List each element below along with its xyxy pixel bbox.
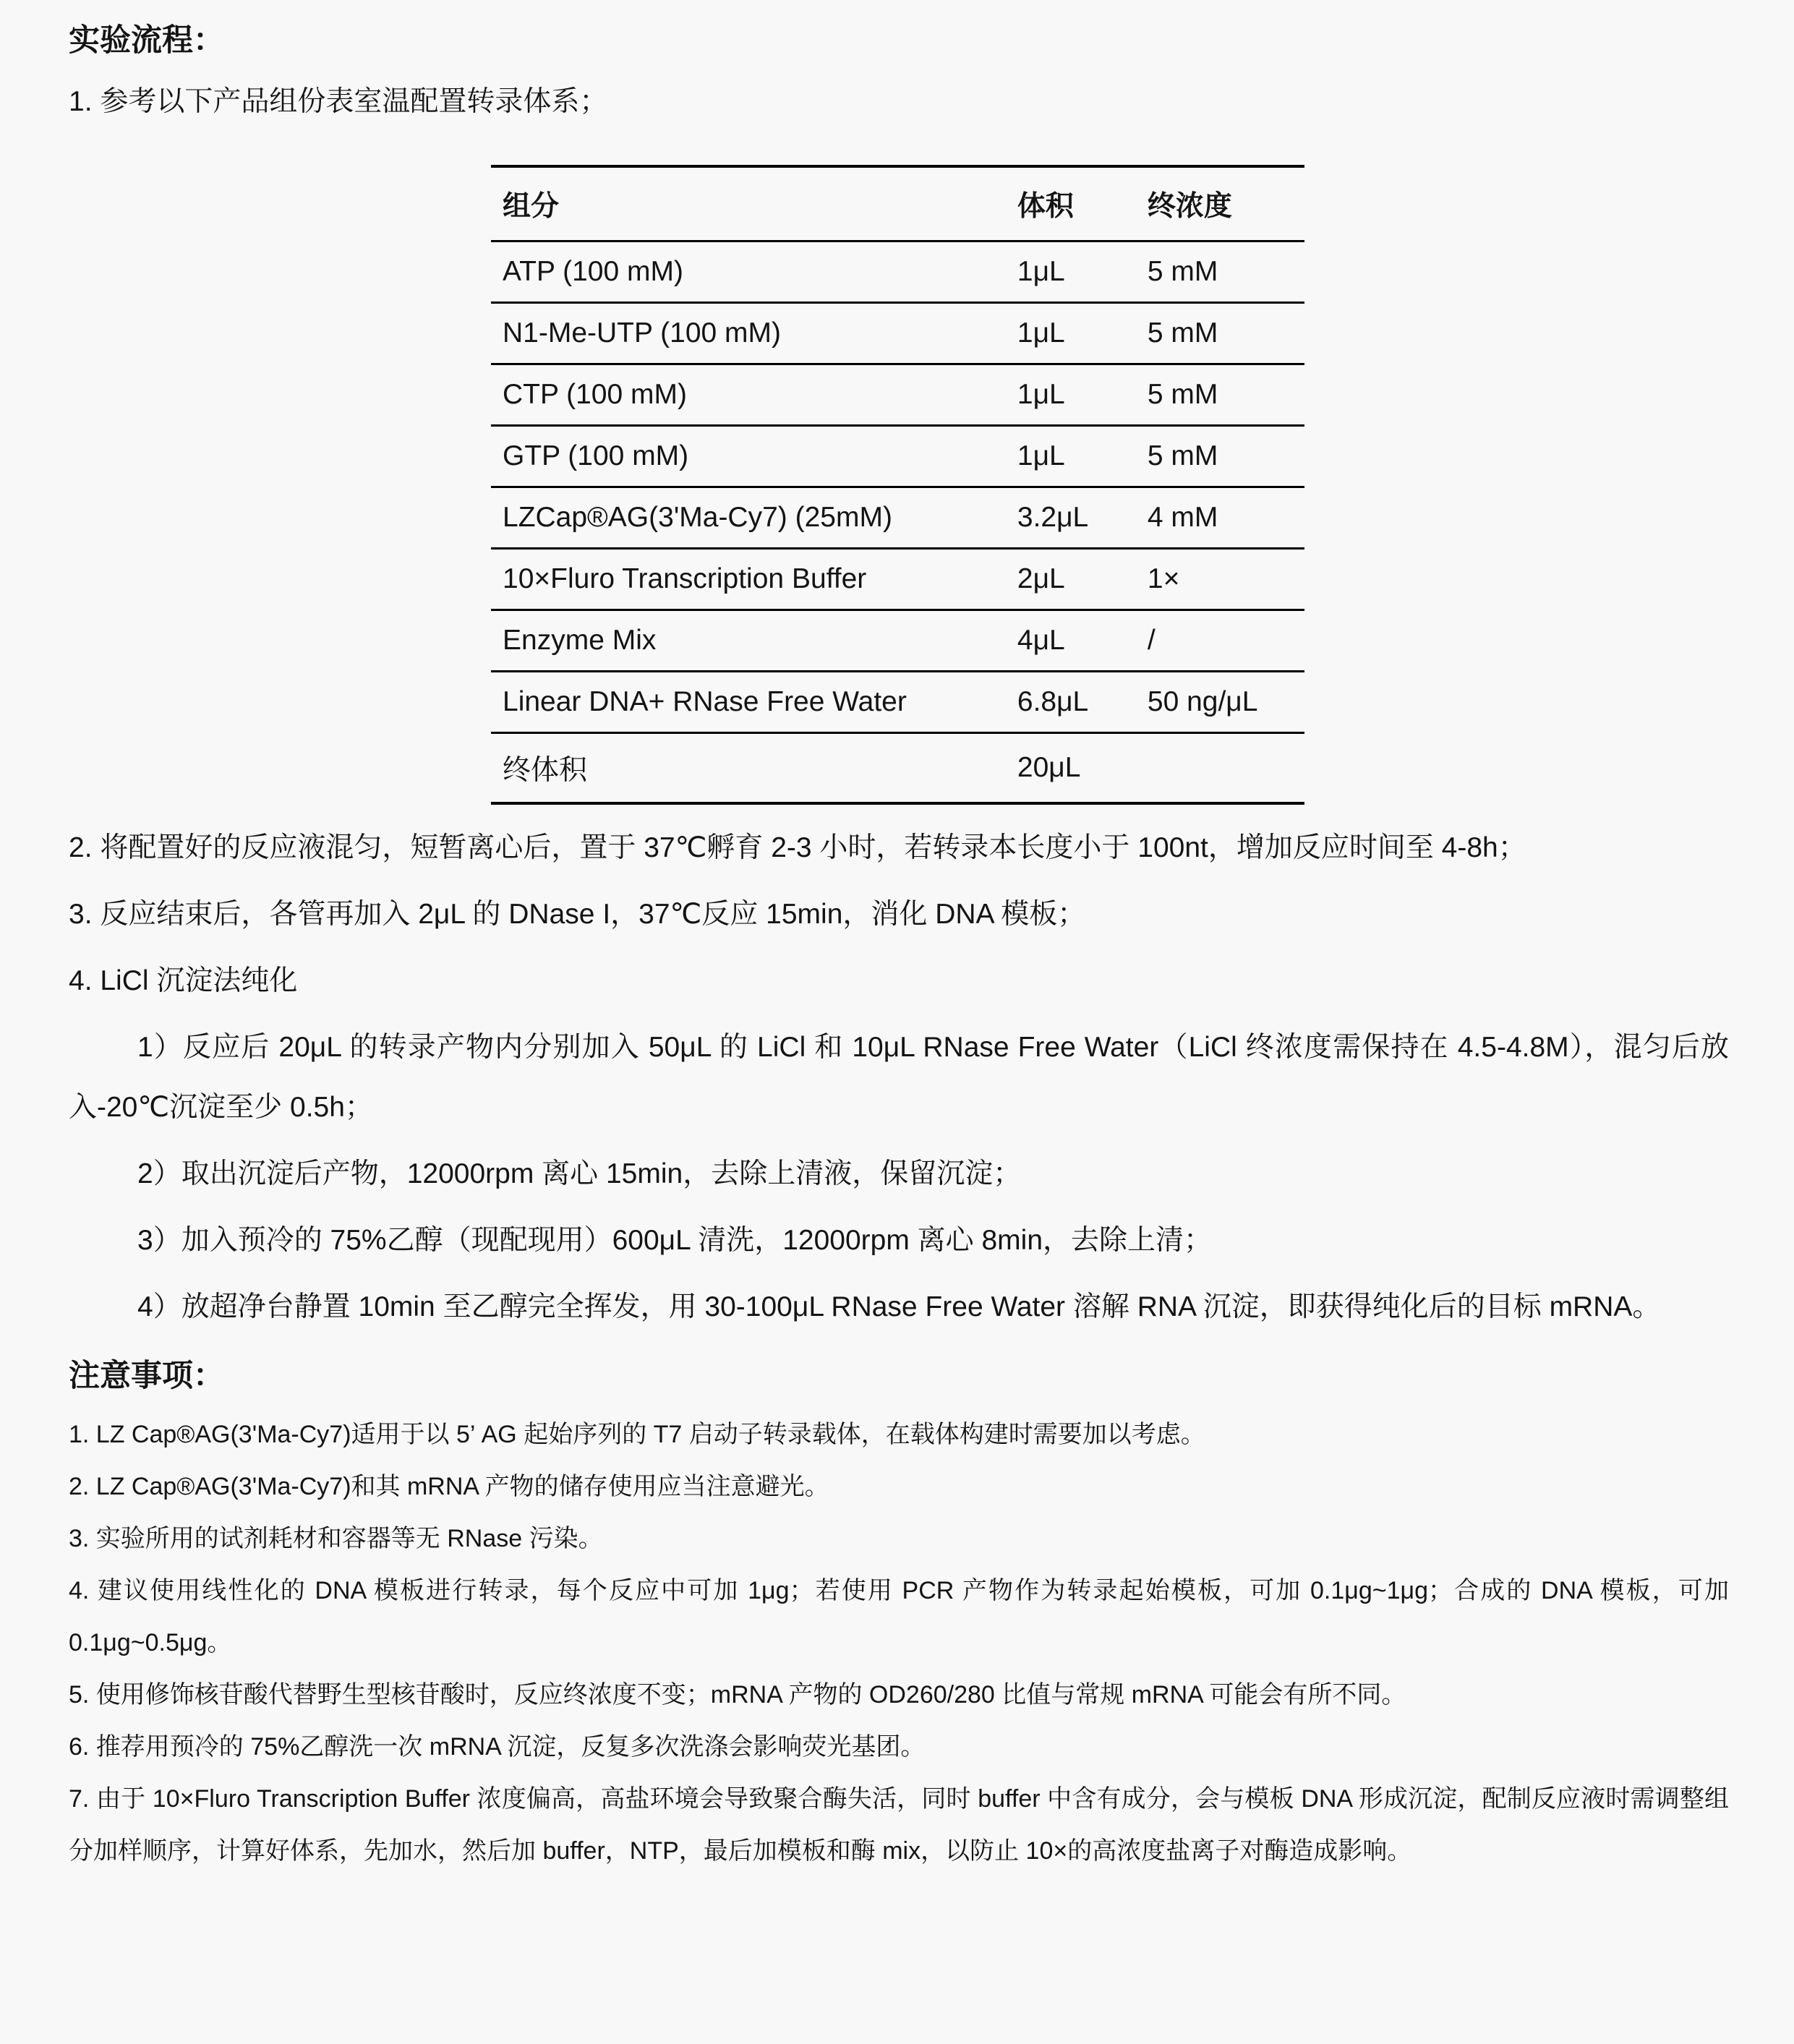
licl-substep-2: 2）取出沉淀后产物，12000rpm 离心 15min，去除上清液，保留沉淀； [137, 1158, 1022, 1189]
table-row [491, 610, 1304, 672]
table-row [491, 426, 1304, 487]
volume-cell: 1μL [1017, 426, 1148, 487]
concentration-cell [1148, 733, 1304, 804]
table-row [491, 303, 1304, 364]
component-cell: ATP (100 mM) [503, 256, 683, 287]
procedure-step-2: 2. 将配置好的反应液混匀，短暂离心后，置于 37℃孵育 2-3 小时，若转录本长度小于 100nt，增加反应时间至 4-8h； [69, 832, 1526, 863]
volume-cell: 2μL [1017, 549, 1148, 610]
col-header-component: 组分 [491, 166, 1017, 241]
table-row [491, 241, 1304, 303]
volume-cell: 20μL [1017, 733, 1148, 804]
concentration-cell: 4 mM [1148, 487, 1304, 549]
concentration-cell: 5 mM [1148, 303, 1304, 364]
component-cell: N1-Me-UTP (100 mM) [491, 303, 1017, 364]
component-cell: CTP (100 mM) [491, 364, 1017, 426]
notes-heading: 注意事项： [69, 1359, 224, 1393]
transcription-components-table [491, 165, 1304, 805]
note-5: 5. 使用修饰核苷酸代替野生型核苷酸时，反应终浓度不变；mRNA 产物的 OD260/280 比值与常规 mRNA 可能会有所不同。 [69, 1681, 1406, 1709]
volume-cell: 3.2μL [1017, 487, 1148, 549]
volume-cell: 6.8μL [1017, 672, 1148, 733]
table-header-row [491, 166, 1304, 241]
component-cell: GTP (100 mM) [491, 426, 1017, 487]
table-row [491, 549, 1304, 610]
licl-substep-4: 4）放超净台静置 10min 至乙醇完全挥发，用 30-100μL RNase Free Water 溶解 RNA 沉淀，即获得纯化后的目标 mRNA。 [137, 1291, 1661, 1322]
volume-cell: 1μL [1017, 256, 1065, 287]
col-header-final-concentration: 终浓度 [1148, 166, 1304, 241]
licl-substep-1: 1）反应后 20μL 的转录产物内分别加入 50μL 的 LiCl 和 10μL RNase Free Water（LiCl 终浓度需保持在 4.5-4.8M），混匀后放入-20℃沉淀至少 0.5h； [69, 1032, 1729, 1123]
procedure-step-4: 4. LiCl 沉淀法纯化 [69, 965, 298, 996]
component-cell: LZCap®AG(3'Ma-Cy7) (25mM) [491, 487, 1017, 549]
table-row [491, 733, 1304, 804]
procedure-step-3: 3. 反应结束后，各管再加入 2μL 的 DNase I，37℃反应 15min，消化 DNA 模板； [69, 899, 1086, 930]
concentration-cell: 50 ng/μL [1148, 672, 1304, 733]
volume-cell: 1μL [1017, 303, 1148, 364]
table-row [491, 487, 1304, 549]
component-cell: Linear DNA+ RNase Free Water [491, 672, 1017, 733]
component-cell: Enzyme Mix [491, 610, 1017, 672]
volume-cell: 4μL [1017, 610, 1148, 672]
concentration-cell: 5 mM [1148, 426, 1304, 487]
procedure-step-1: 1. 参考以下产品组份表室温配置转录体系； [69, 86, 608, 117]
note-6: 6. 推荐用预冷的 75%乙醇洗一次 mRNA 沉淀，反复多次洗涤会影响荧光基团。 [69, 1733, 926, 1761]
note-2: 2. LZ Cap®AG(3'Ma-Cy7)和其 mRNA 产物的储存使用应当注意避光。 [69, 1473, 829, 1500]
table-row [491, 364, 1304, 426]
note-7: 7. 由于 10×Fluro Transcription Buffer 浓度偏高，高盐环境会导致聚合酶失活，同时 buffer 中含有成分，会与模板 DNA 形成沉淀，配制反应液时需调整组分加样顺序，计算好体系，先加水，然后加 buffer，NTP，最后加模板和酶 mix，以防止 10×的高浓度盐离子对酶造成影响。 [69, 1785, 1729, 1865]
concentration-cell: / [1148, 610, 1304, 672]
licl-substep-3: 3）加入预冷的 75%乙醇（现配现用）600μL 清洗，12000rpm 离心 8min，去除上清； [137, 1225, 1213, 1256]
note-4: 4. 建议使用线性化的 DNA 模板进行转录，每个反应中可加 1μg；若使用 PCR 产物作为转录起始模板，可加 0.1μg~1μg；合成的 DNA 模板，可加 0.1μg~0.5μg。 [69, 1577, 1729, 1656]
note-3: 3. 实验所用的试剂耗材和容器等无 RNase 污染。 [69, 1525, 603, 1552]
component-cell: 10×Fluro Transcription Buffer [491, 549, 1017, 610]
col-header-volume: 体积 [1017, 166, 1148, 241]
procedure-heading: 实验流程： [69, 23, 224, 58]
note-1: 1. LZ Cap®AG(3'Ma-Cy7)适用于以 5’ AG 起始序列的 T7 启动子转录载体，在载体构建时需要加以考虑。 [69, 1421, 1205, 1448]
concentration-cell: 5 mM [1148, 364, 1304, 426]
component-cell: 终体积 [491, 733, 1017, 804]
table-row [491, 672, 1304, 733]
concentration-cell: 5 mM [1147, 256, 1218, 287]
volume-cell: 1μL [1017, 364, 1148, 426]
concentration-cell: 1× [1148, 549, 1304, 610]
